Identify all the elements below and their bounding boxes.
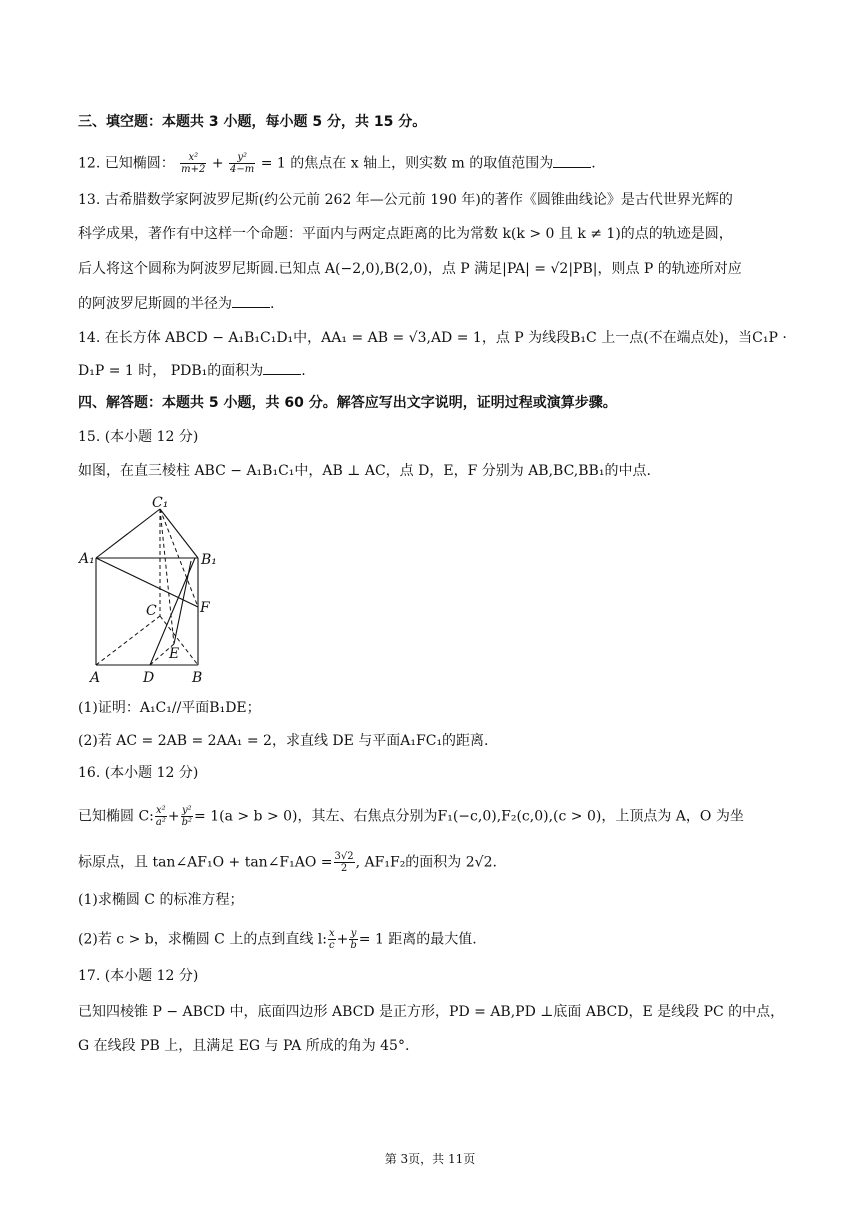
- q13-line-3: 后人将这个圆称为阿波罗尼斯圆.已知点 A(−2,0),B(2,0)，点 P 满足|PA| = √2|PB|，则点 P 的轨迹所对应: [78, 261, 742, 277]
- label-F: F: [200, 600, 210, 616]
- q15-part-2: (2)若 AC = 2AB = 2AA₁ = 2，求直线 DE 与平面A₁FC₁的距离.: [78, 733, 489, 749]
- answer-blank: [263, 360, 301, 375]
- q12-fraction-y: $\frac{\text{y²}}{4-m}$: [230, 152, 255, 175]
- q16-line-1: 已知椭圆 C: $\frac{\text{x²}}{\text{a²}}$ + $\frac{\text{y²}}{\text{b²}}$ = 1(a > b > 0)，其左、右焦点分别为F₁(−c,0),F₂(c,0),(c > 0)，上顶点为 A，O 为坐: [78, 805, 744, 828]
- label-B: B: [192, 670, 203, 684]
- label-D: D: [143, 670, 155, 684]
- q17-heading: 17. (本小题 12 分): [78, 968, 199, 984]
- q16-heading: 16. (本小题 12 分): [78, 765, 199, 781]
- q14-line-1: 14. 在长方体 ABCD − A₁B₁C₁D₁中，AA₁ = AB = √3,AD = 1，点 P 为线段B₁C 上一点(不在端点处)，当C₁P ·: [78, 330, 787, 346]
- question-12: 12. 已知椭圆： $\frac{\text{x²}}{m+2}$ + $\frac{\text{y²}}{4-m}$ = 1 的焦点在 x 轴上，则实数 m 的取值范围为 .: [78, 152, 596, 175]
- q16-part-1: (1)求椭圆 C 的标准方程；: [78, 892, 244, 908]
- label-B1: B₁: [201, 552, 217, 568]
- q14-line-2: D₁P = 1 时， PDB₁的面积为 .: [78, 360, 306, 381]
- q12-fraction-x: $\frac{\text{x²}}{m+2}$: [181, 152, 206, 175]
- answer-blank: [553, 153, 591, 168]
- q12-text: 已知椭圆：: [104, 155, 175, 172]
- q15-heading: 15. (本小题 12 分): [78, 429, 199, 445]
- label-C: C: [146, 603, 157, 619]
- q15-stem: 如图，在直三棱柱 ABC − A₁B₁C₁中，AB ⊥ AC，点 D，E，F 分别为 AB,BC,BB₁的中点.: [78, 463, 651, 479]
- label-A: A: [90, 670, 101, 684]
- answer-blank: [232, 293, 270, 308]
- q13-line-1: 13. 古希腊数学家阿波罗尼斯(约公元前 262 年—公元前 190 年)的著作《圆锥曲线论》是古代世界光辉的: [78, 192, 733, 208]
- label-C1: C₁: [152, 495, 169, 511]
- q15-part-1: (1)证明：A₁C₁//平面B₁DE；: [78, 700, 261, 716]
- q17-line-2: G 在线段 PB 上，且满足 EG 与 PA 所成的角为 45°.: [78, 1038, 410, 1054]
- q16-part-2: (2)若 c > b，求椭圆 C 上的点到直线 l: $\frac{x}{c}$ + $\frac{y}{b}$ = 1 距离的最大值.: [78, 928, 477, 951]
- q12-number: 12.: [78, 155, 101, 172]
- page-footer: 第 3页，共 11页: [384, 1152, 476, 1166]
- section-header-fill: 三、填空题：本题共 3 小题，每小题 5 分，共 15 分。: [78, 114, 427, 130]
- label-A1: A₁: [79, 551, 95, 567]
- q16-line-2: 标原点，且 tan∠AF₁O + tan∠F₁AO = $\frac{3√2}{2}$ , AF₁F₂的面积为 2√2.: [78, 851, 497, 874]
- prism-figure: [78, 494, 218, 684]
- q13-line-2: 科学成果，著作有中这样一个命题：平面内与两定点距离的比为常数 k(k > 0 且 k ≠ 1)的点的轨迹是圆，: [78, 226, 733, 242]
- q17-line-1: 已知四棱锥 P − ABCD 中，底面四边形 ABCD 是正方形，PD = AB,PD ⊥底面 ABCD，E 是线段 PC 的中点，: [78, 1004, 785, 1020]
- q13-line-4: 的阿波罗尼斯圆的半径为 .: [78, 293, 274, 314]
- label-E: E: [169, 646, 180, 662]
- section-header-solve: 四、解答题：本题共 5 小题，共 60 分。解答应写出文字说明，证明过程或演算步骤。: [78, 395, 617, 411]
